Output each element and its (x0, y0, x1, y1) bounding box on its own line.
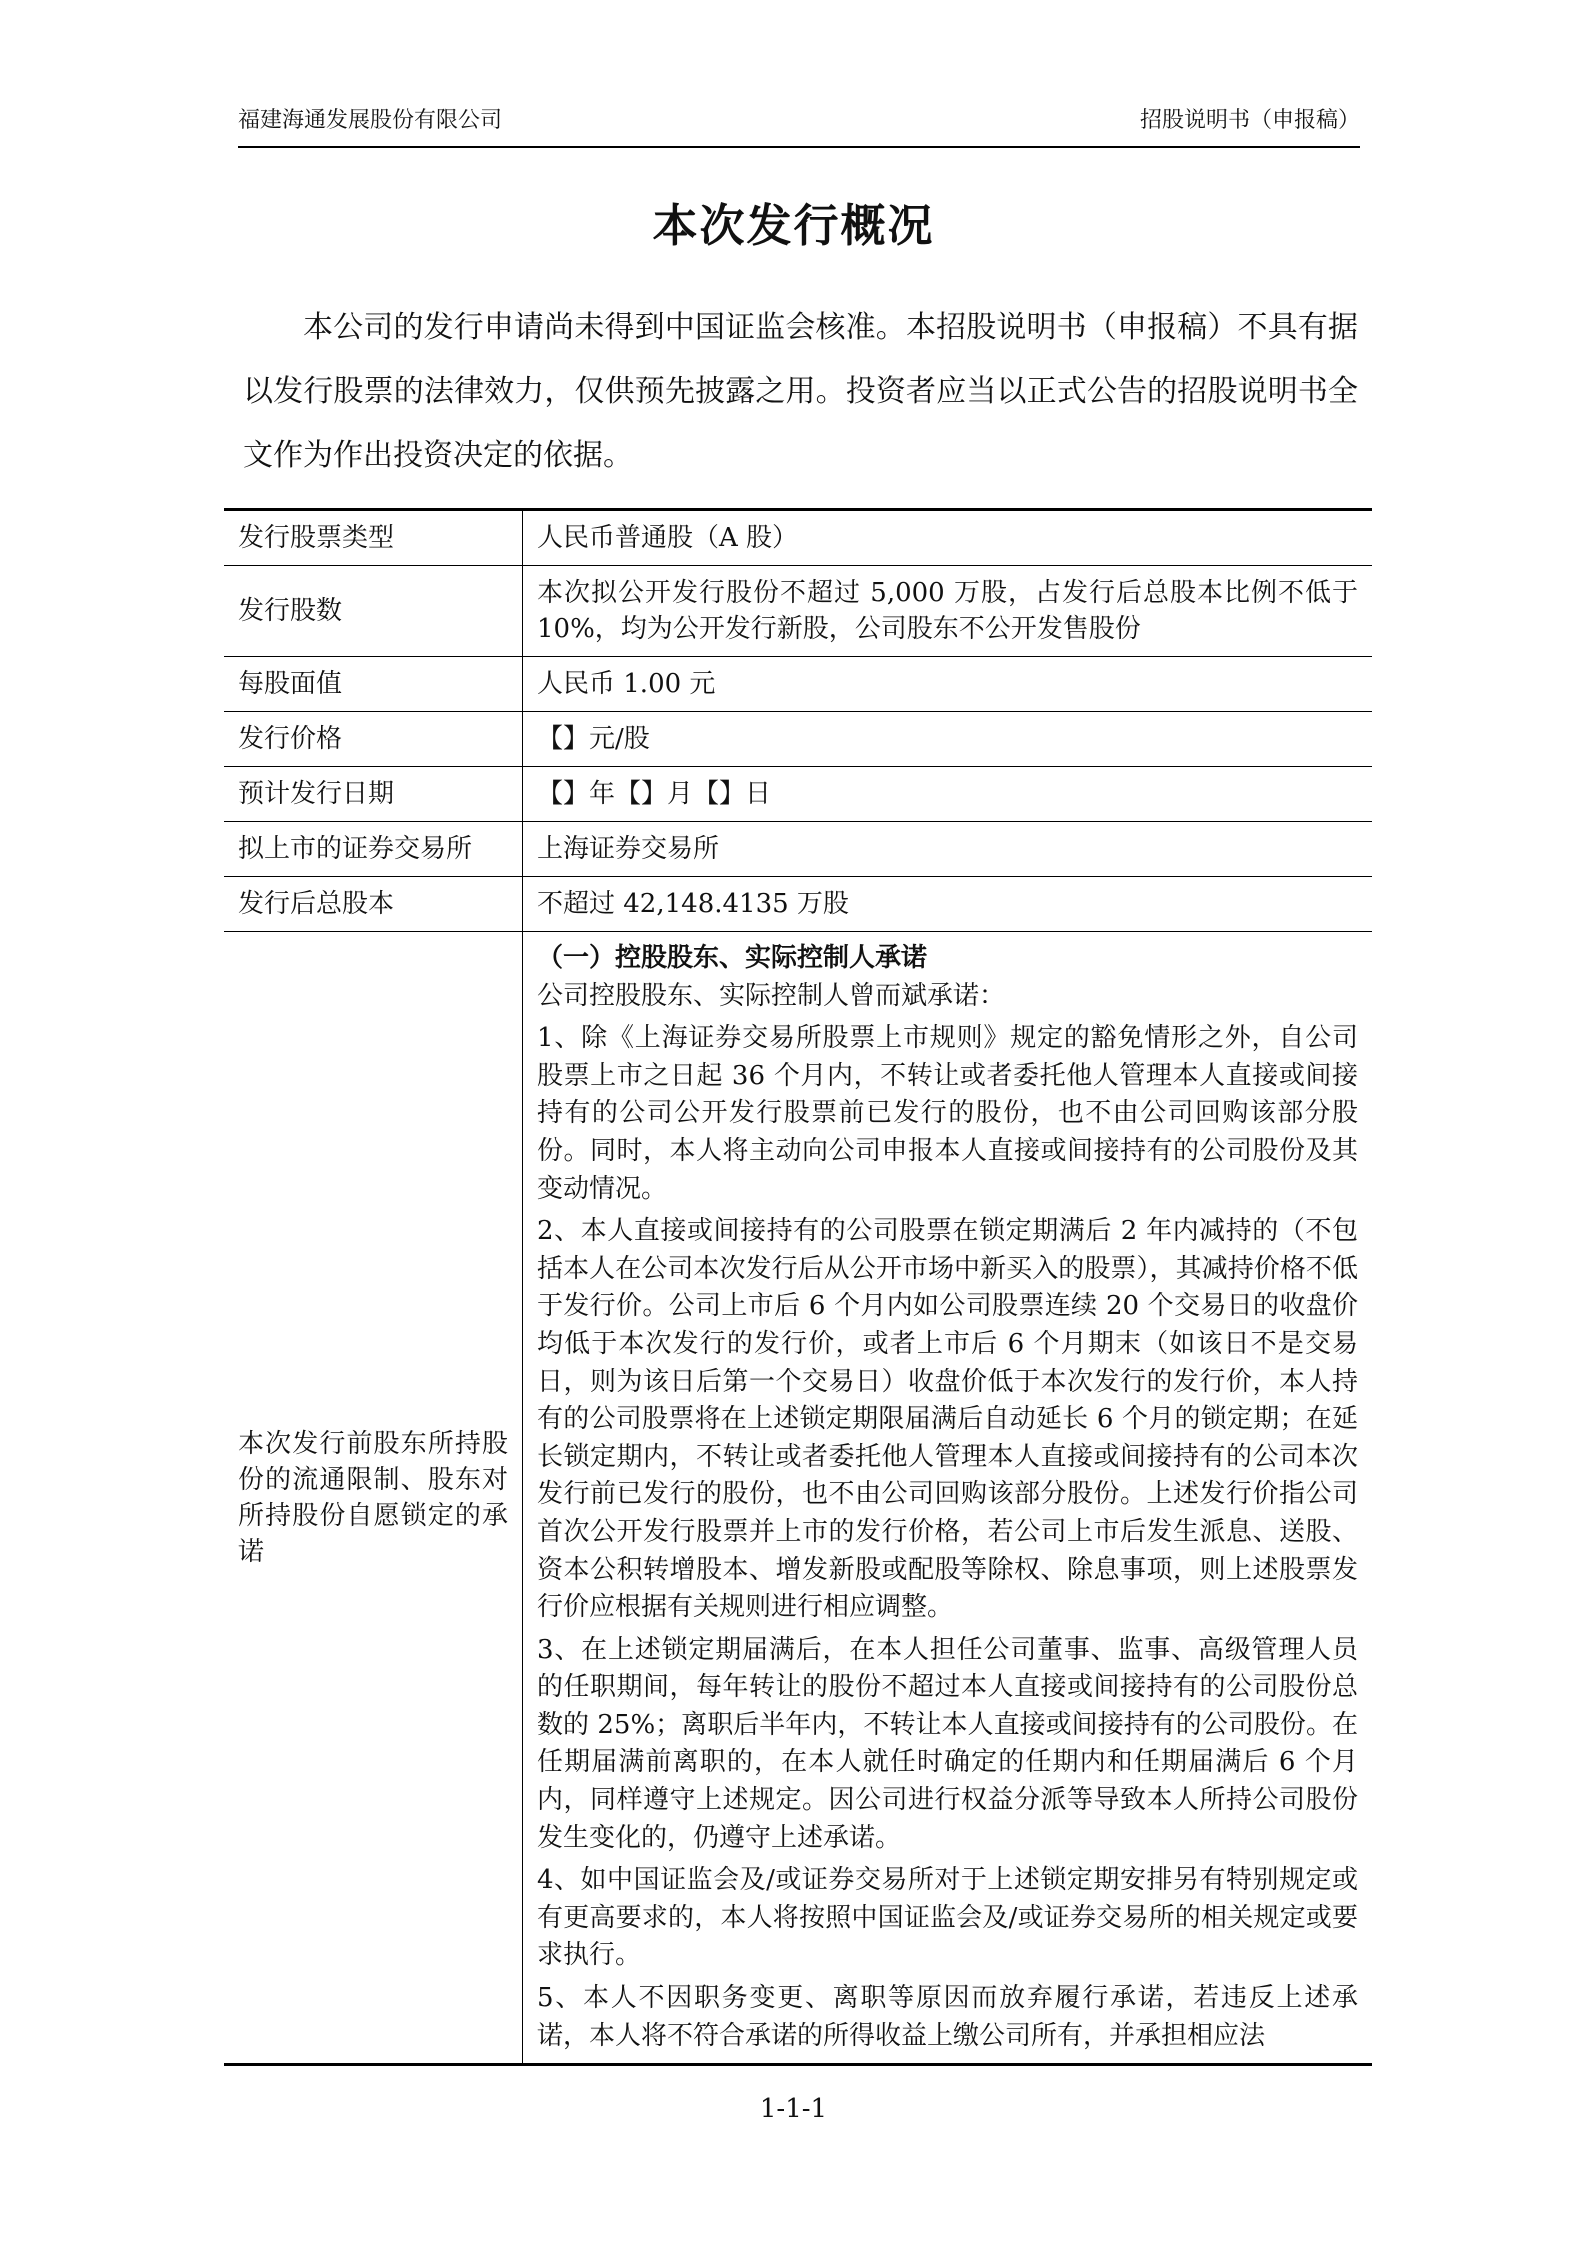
table-row (224, 712, 1372, 767)
page-header (238, 106, 1360, 148)
row-label: 拟上市的证券交易所 (224, 822, 523, 877)
commitment-label: 本次发行前股东所持股份的流通限制、股东对所持股份自愿锁定的承诺 (224, 932, 523, 2065)
intro-paragraph: 本公司的发行申请尚未得到中国证监会核准。本招股说明书（申报稿）不具有据以发行股票的法律效力，仅供预先披露之用。投资者应当以正式公告的招股说明书全文作为作出投资决定的依据。 (243, 310, 1358, 473)
table-row (224, 657, 1372, 712)
commitment-item-5: 5、本人不因职务变更、离职等原因而放弃履行承诺，若违反上述承诺，本人将不符合承诺的所得收益上缴公司所有，并承担相应法 (537, 1983, 1358, 2051)
table-row-commitment (224, 932, 1372, 2065)
commitment-item-2: 2、本人直接或间接持有的公司股票在锁定期满后 2 年内减持的（不包括本人在公司本次发行后从公开市场中新买入的股票），其减持价格不低于发行价。公司上市后 6 个月内如公司股票连续 20 个交易日的收盘价均低于本次发行的发行价，或者上市后 6 个月期末（如该日不是交易日，则为该日后第一个交易日）收盘价低于本次发行的发行价，本人持有的公司股票将在上述锁定期限届满后自动延长 6 个月的锁定期；在延长锁定期内，不转让或者委托他人管理本人直接或间接持有的公司本次发行前已发行的股份，也不由公司回购该部分股份。上述发行价指公司首次公开发行股票并上市的发行价格，若公司上市后发生派息、送股、资本公积转增股本、增发新股或配股等除权、除息事项，则上述股票发行价应根据有关规则进行相应调整。 (537, 1216, 1358, 1623)
row-label: 每股面值 (224, 657, 523, 712)
header-company-name: 福建海通发展股份有限公司 (238, 108, 503, 133)
row-label: 发行股票类型 (224, 510, 523, 566)
table-row (224, 566, 1372, 657)
commitment-lead: 公司控股股东、实际控制人曾而斌承诺： (537, 980, 1006, 1011)
table-row (224, 510, 1372, 566)
table-row (224, 822, 1372, 877)
page-number: 1-1-1 (759, 2094, 828, 2124)
row-label: 发行价格 (224, 712, 523, 767)
row-value: 人民币 1.00 元 (523, 657, 1373, 712)
page-title: 本次发行概况 (652, 199, 935, 252)
commitment-subtitle: （一）控股股东、实际控制人承诺 (537, 943, 928, 973)
row-label: 预计发行日期 (224, 767, 523, 822)
commitment-item-3: 3、在上述锁定期届满后，在本人担任公司董事、监事、高级管理人员的任职期间，每年转让的股份不超过本人直接或间接持有的公司股份总数的 25%；离职后半年内，不转让本人直接或间接持有的公司股份。在任期届满前离职的，在本人就任时确定的任期内和任期届满后 6 个月内，同样遵守上述规定。因公司进行权益分派等导致本人所持公司股份发生变化的，仍遵守上述承诺。 (537, 1634, 1358, 1853)
commitment-item-4: 4、如中国证监会及/或证券交易所对于上述锁定期安排另有特别规定或有更高要求的，本人将按照中国证监会及/或证券交易所的相关规定或要求执行。 (537, 1865, 1358, 1971)
commitment-item-1: 1、除《上海证券交易所股票上市规则》规定的豁免情形之外，自公司股票上市之日起 36 个月内，不转让或者委托他人管理本人直接或间接持有的公司公开发行股票前已发行的股份，也不由公司回购该部分股份。同时，本人将主动向公司申报本人直接或间接持有的公司股份及其变动情况。 (537, 1023, 1358, 1204)
table-row (224, 767, 1372, 822)
row-value: 上海证券交易所 (523, 822, 1373, 877)
commitment-content (523, 932, 1373, 2065)
header-document-type: 招股说明书（申报稿） (1139, 108, 1360, 133)
row-value: 不超过 42,148.4135 万股 (523, 877, 1373, 932)
row-value: 【】年【】月【】日 (523, 767, 1373, 822)
row-value: 【】元/股 (523, 712, 1373, 767)
row-value: 人民币普通股（A 股） (523, 510, 1373, 566)
row-value: 本次拟公开发行股份不超过 5,000 万股，占发行后总股本比例不低于 10%，均为公开发行新股，公司股东不公开发售股份 (523, 566, 1373, 657)
row-label: 发行后总股本 (224, 877, 523, 932)
row-label: 发行股数 (224, 566, 523, 657)
table-row (224, 877, 1372, 932)
offering-summary-table (224, 508, 1372, 2066)
